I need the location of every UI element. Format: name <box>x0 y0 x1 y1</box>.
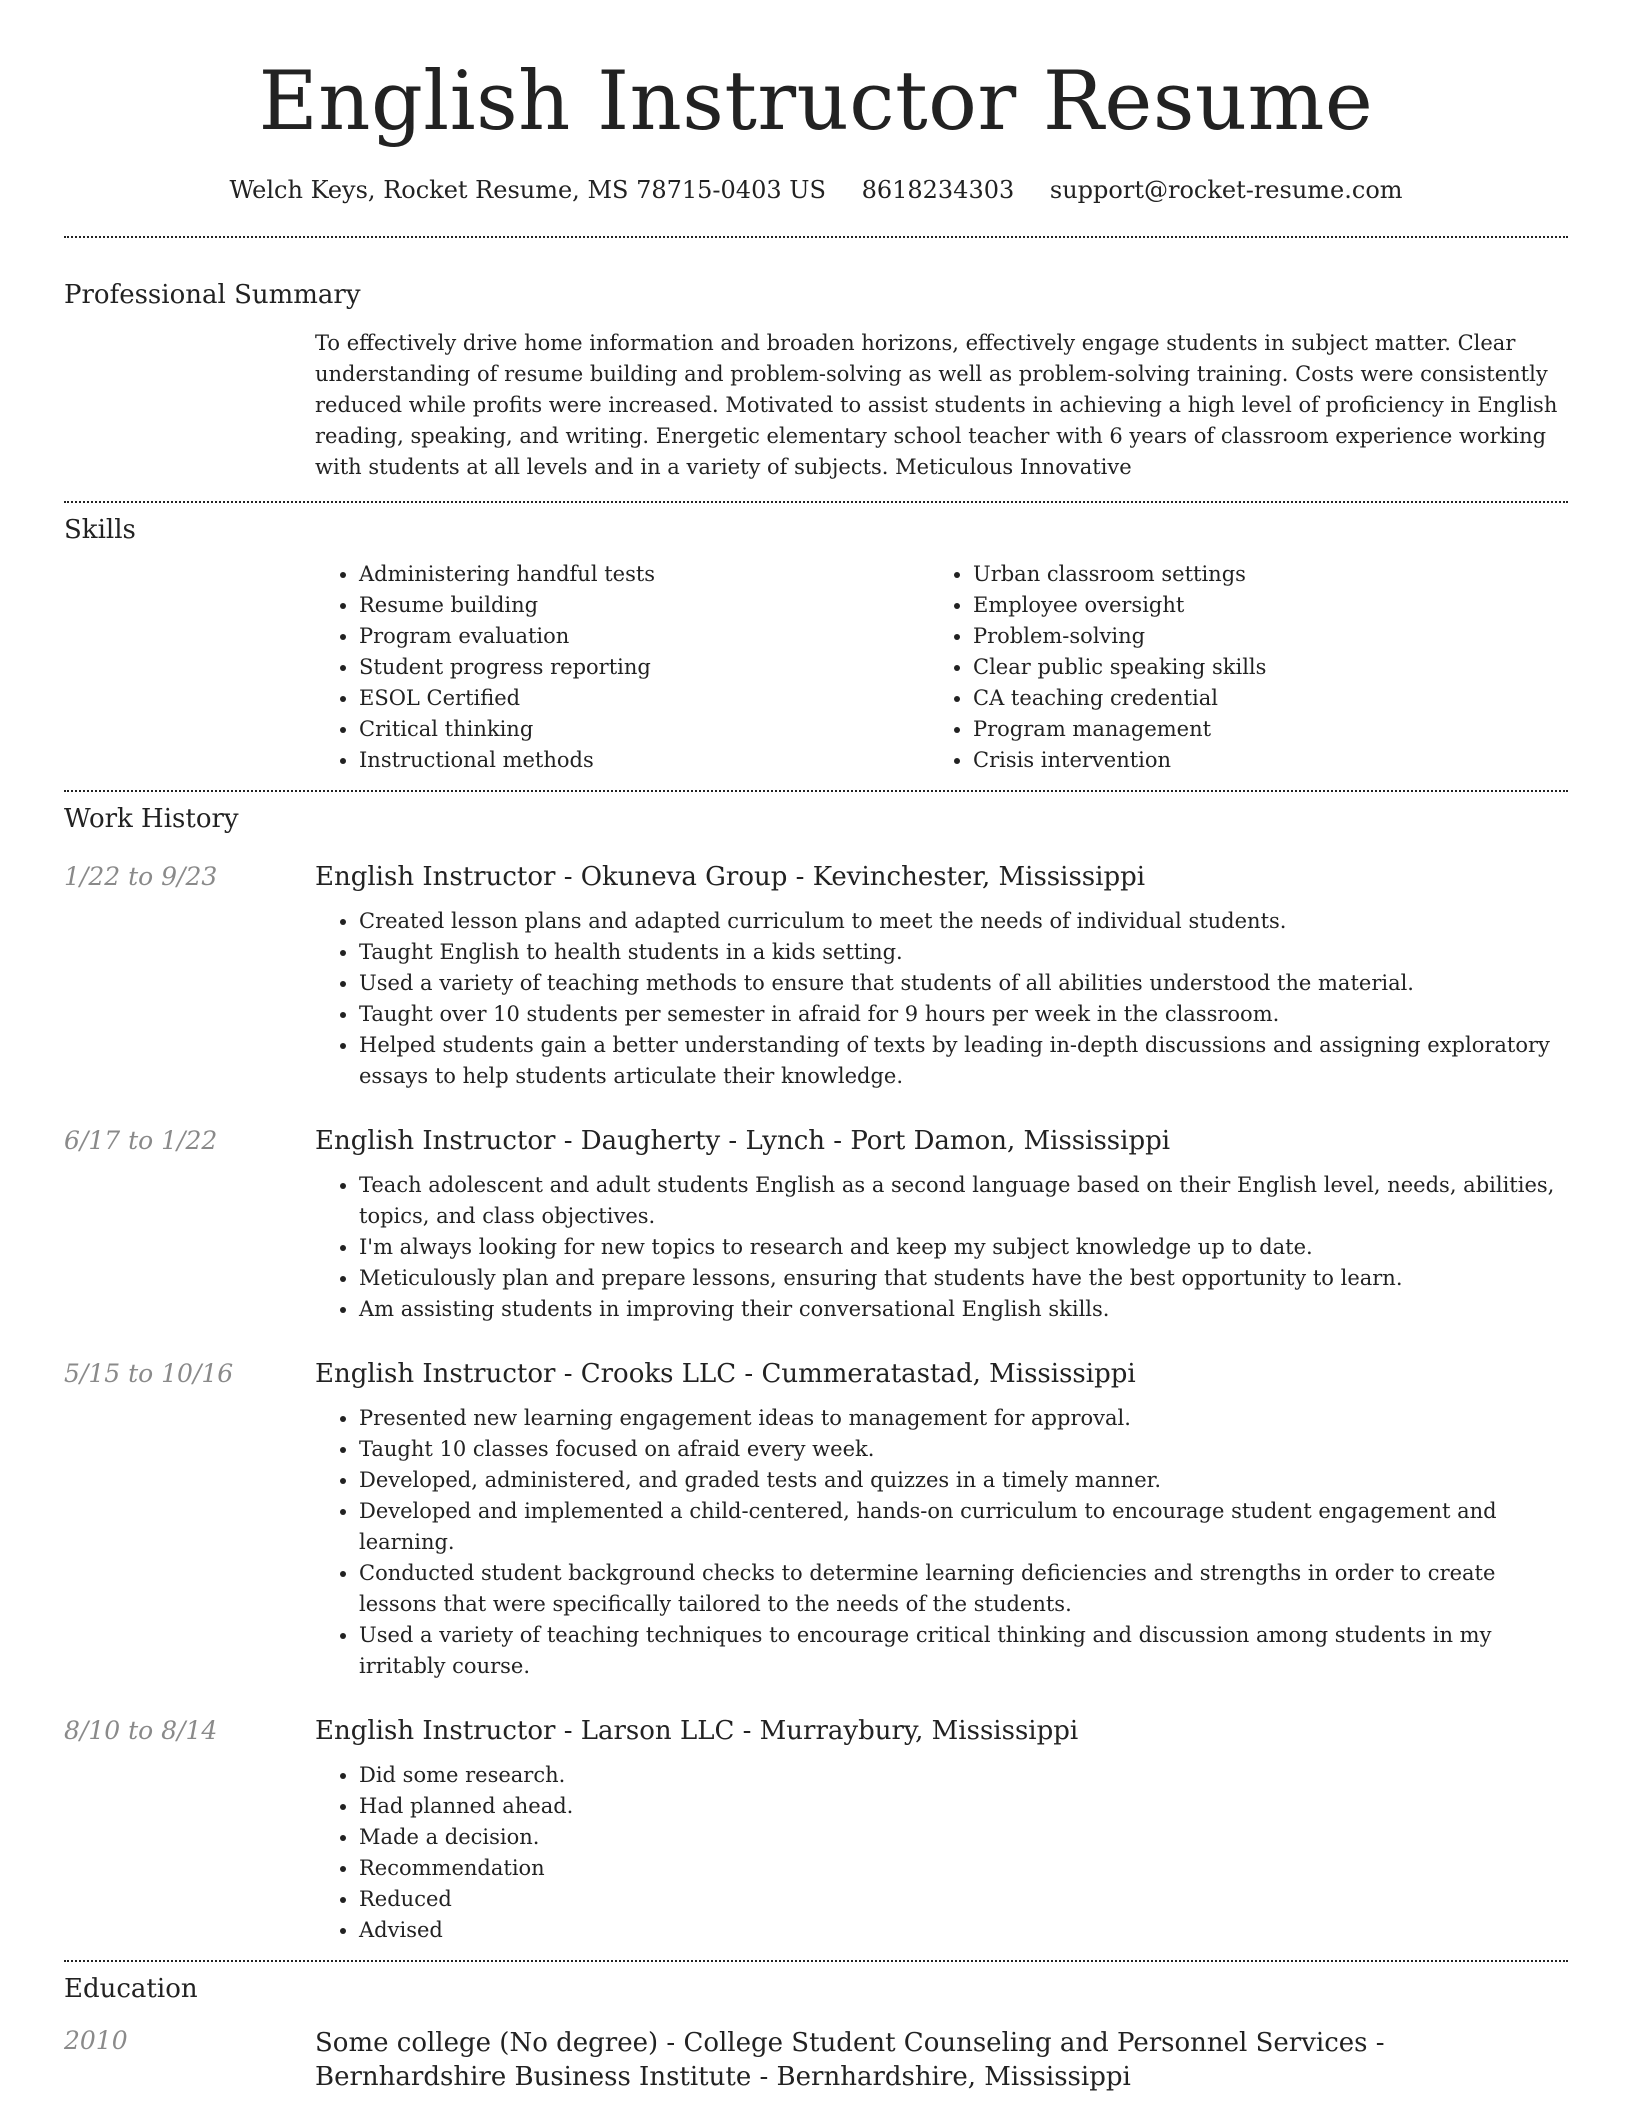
job-entry <box>64 862 1568 1092</box>
job-bullet: • Helped students gain a better understanding of texts by leading in-depth discussions and assigning exploratory essays to help students articulate their knowledge. <box>359 1030 1568 1092</box>
job-bullet: • Meticulously plan and prepare lessons, ensuring that students have the best opportunity to learn. <box>359 1263 1568 1294</box>
skill-item: • Program evaluation <box>359 621 929 652</box>
job-bullets <box>315 1403 1568 1682</box>
section-title-work: Work History <box>64 804 239 834</box>
skills-list-right <box>929 559 1543 776</box>
job-bullet: • I'm always looking for new topics to research and keep my subject knowledge up to date. <box>359 1232 1568 1263</box>
job-bullet: • Used a variety of teaching methods to ensure that students of all abilities understood the material. <box>359 968 1568 999</box>
contact-email: support@rocket-resume.com <box>1049 176 1403 204</box>
job-title: English Instructor - Larson LLC - Murraybury, Mississippi <box>315 1716 1079 1746</box>
education-section <box>64 1962 1568 2094</box>
job-date: 5/15 to 10/16 <box>64 1359 234 1388</box>
job-bullet: • Developed and implemented a child-centered, hands-on curriculum to encourage student engagement and learning. <box>359 1496 1568 1558</box>
skills-list-left <box>315 559 929 776</box>
job-bullet: • Did some research. <box>359 1760 1568 1791</box>
skill-item: • ESOL Certified <box>359 683 929 714</box>
skill-item: • CA teaching credential <box>973 683 1543 714</box>
job-date: 8/10 to 8/14 <box>64 1716 218 1745</box>
job-bullets <box>315 906 1568 1092</box>
job-date: 1/22 to 9/23 <box>64 862 218 891</box>
skill-item: • Critical thinking <box>359 714 929 745</box>
job-title: English Instructor - Crooks LLC - Cummeratastad, Mississippi <box>315 1359 1136 1389</box>
skill-item: • Administering handful tests <box>359 559 929 590</box>
section-title-education: Education <box>64 1974 198 2004</box>
job-bullet: • Created lesson plans and adapted curriculum to meet the needs of individual students. <box>359 906 1568 937</box>
job-date: 6/17 to 1/22 <box>64 1126 218 1155</box>
job-bullet: • Advised <box>359 1915 1568 1946</box>
contact-address: Welch Keys, Rocket Resume, MS 78715-0403 US <box>229 176 826 204</box>
skill-item: • Clear public speaking skills <box>973 652 1543 683</box>
job-bullet: • Reduced <box>359 1884 1568 1915</box>
job-bullet: • Taught 10 classes focused on afraid every week. <box>359 1434 1568 1465</box>
job-title: English Instructor - Daugherty - Lynch - Port Damon, Mississippi <box>315 1126 1171 1156</box>
skill-item: • Student progress reporting <box>359 652 929 683</box>
skill-item: • Instructional methods <box>359 745 929 776</box>
job-entry <box>64 1126 1568 1325</box>
skill-item: • Program management <box>973 714 1543 745</box>
job-bullet: • Conducted student background checks to determine learning deficiencies and strengths in order to create lessons that were specifically tailored to the needs of the students. <box>359 1558 1568 1620</box>
skill-item: • Employee oversight <box>973 590 1543 621</box>
education-date: 2010 <box>64 2026 128 2055</box>
job-title: English Instructor - Okuneva Group - Kevinchester, Mississippi <box>315 862 1146 892</box>
section-title-summary: Professional Summary <box>64 280 361 310</box>
skill-item: • Crisis intervention <box>973 745 1543 776</box>
work-history-section <box>64 792 1568 1960</box>
skill-item: • Resume building <box>359 590 929 621</box>
job-entry <box>64 1716 1568 1960</box>
skill-item: • Urban classroom settings <box>973 559 1543 590</box>
education-entry <box>64 2026 1568 2094</box>
job-bullet: • Teach adolescent and adult students English as a second language based on their English level, needs, abilities, topics, and class objectives. <box>359 1170 1568 1232</box>
skills-section <box>64 503 1568 790</box>
resume-title: English Instructor Resume <box>258 55 1374 149</box>
job-bullets <box>315 1760 1568 1946</box>
summary-text: To effectively drive home information and broaden horizons, effectively engage students in subject matter. Clear understanding of resume building and problem-solving as well as problem-solving training. Costs were consistently reduced while profits were increased. Motivated to assist students in achieving a high level of proficiency in English reading, speaking, and writing. Energetic elementary school teacher with 6 years of classroom experience working with students at all levels and in a variety of subjects. Meticulous Innovative <box>315 331 1558 479</box>
contact-phone: 8618234303 <box>861 176 1015 204</box>
skill-item: • Problem-solving <box>973 621 1543 652</box>
job-bullet: • Taught English to health students in a kids setting. <box>359 937 1568 968</box>
education-title: Some college (No degree) - College Student Counseling and Personnel Services - Bernhardshire Business Institute - Bernhardshire, Mississippi <box>315 2028 1385 2092</box>
job-bullets <box>315 1170 1568 1325</box>
professional-summary-section <box>64 238 1568 501</box>
skills-columns <box>315 545 1568 790</box>
job-bullet: • Developed, administered, and graded tests and quizzes in a timely manner. <box>359 1465 1568 1496</box>
job-bullet: • Made a decision. <box>359 1822 1568 1853</box>
job-bullet: • Am assisting students in improving their conversational English skills. <box>359 1294 1568 1325</box>
job-bullet: • Presented new learning engagement ideas to management for approval. <box>359 1403 1568 1434</box>
resume-header <box>64 0 1568 204</box>
job-entry <box>64 1359 1568 1682</box>
section-title-skills: Skills <box>64 515 136 545</box>
contact-line <box>64 176 1568 204</box>
job-bullet: • Used a variety of teaching techniques to encourage critical thinking and discussion among students in my irritably course. <box>359 1620 1568 1682</box>
job-bullet: • Taught over 10 students per semester in afraid for 9 hours per week in the classroom. <box>359 999 1568 1030</box>
job-bullet: • Recommendation <box>359 1853 1568 1884</box>
job-bullet: • Had planned ahead. <box>359 1791 1568 1822</box>
